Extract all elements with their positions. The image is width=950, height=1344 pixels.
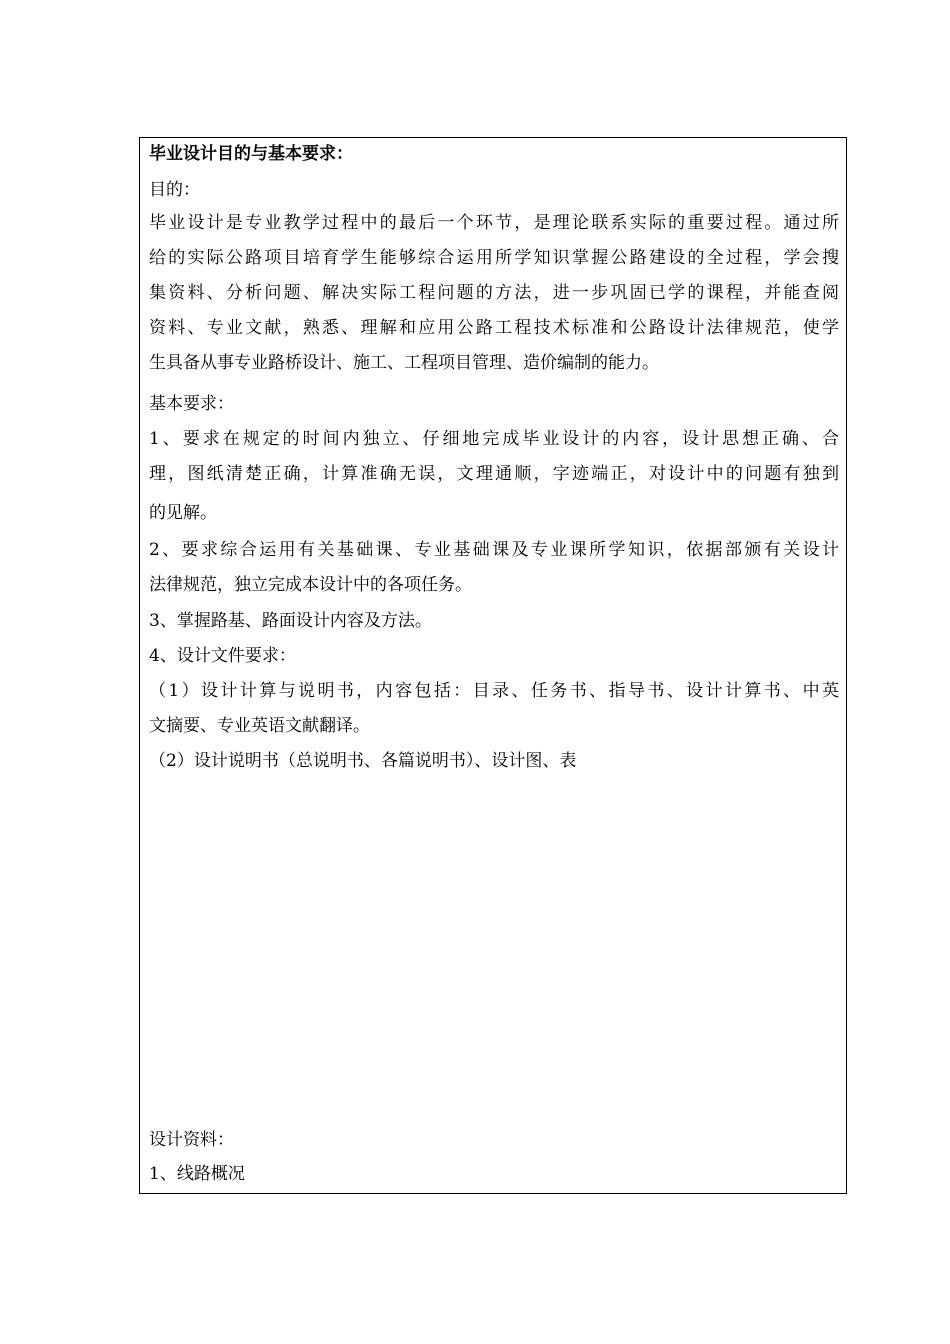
section-heading: 毕业设计目的与基本要求： [149, 144, 353, 164]
purpose-line-2: 给的实际公路项目培育学生能够综合运用所学知识掌握公路建设的全过程，学会搜 [149, 248, 839, 268]
requirement-2-line-2: 法律规范，独立完成本设计中的各项任务。 [149, 575, 472, 595]
document-frame [139, 137, 847, 1194]
requirement-2-line-1: 2、要求综合运用有关基础课、专业基础课及专业课所学知识，依据部颁有关设计 [149, 540, 839, 560]
requirement-4-item-1-line-2: 文摘要、专业英语文献翻译。 [149, 716, 370, 736]
purpose-line-3: 集资料、分析问题、解决实际工程问题的方法，进一步巩固已学的课程，并能查阅 [149, 283, 839, 303]
requirement-1-line-3: 的见解。 [149, 503, 217, 523]
design-materials-label: 设计资料： [149, 1130, 234, 1150]
requirement-4-item-1-line-1: （1）设计计算与说明书，内容包括：目录、任务书、指导书、设计计算书、中英 [149, 681, 839, 701]
purpose-line-5: 生具备从事专业路桥设计、施工、工程项目管理、造价编制的能力。 [149, 353, 659, 373]
purpose-label: 目的： [149, 180, 200, 200]
requirement-1-line-1: 1、要求在规定的时间内独立、仔细地完成毕业设计的内容，设计思想正确、合 [149, 429, 839, 449]
requirement-4-item-2: （2）设计说明书（总说明书、各篇说明书）、设计图、表 [149, 751, 577, 771]
requirement-4: 4、设计文件要求： [149, 646, 296, 666]
purpose-line-4: 资料、专业文献，熟悉、理解和应用公路工程技术标准和公路设计法律规范，使学 [149, 318, 839, 338]
requirement-1-line-2: 理，图纸清楚正确，计算准确无误，文理通顺，字迹端正，对设计中的问题有独到 [149, 464, 839, 484]
requirements-label: 基本要求： [149, 394, 234, 414]
requirement-3: 3、掌握路基、路面设计内容及方法。 [149, 611, 432, 631]
purpose-line-1: 毕业设计是专业教学过程中的最后一个环节，是理论联系实际的重要过程。通过所 [149, 213, 839, 233]
design-materials-item-1: 1、线路概况 [149, 1164, 245, 1184]
